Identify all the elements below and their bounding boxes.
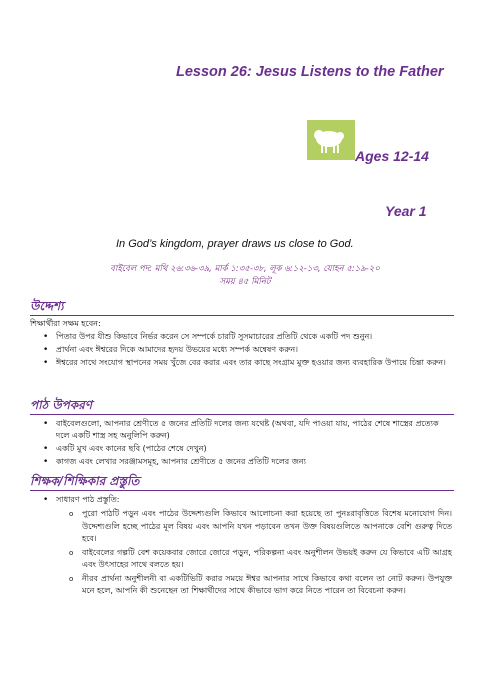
list-item: • পিতার উপর যীশু কিভাবে নির্ভর করেন সে সম্পর্কে চারটি সুসমাচারের প্রতিটি থেকে একটি পদ শুনুন। [30, 331, 454, 343]
list-item: o নীরব প্রার্থনা অনুশীলনী বা একটিভিটি করার সময়ে ঈশ্বর আপনার সাথে কিভাবে কথা বলেন তা নোট করুন। উপযুক্ত মনে হলে, আপনি কী শুনেছেন তা শিক্ষার্থীদের সাথে কীভাবে ভাগ করে নিতে পারেন তা বিবেচনা করুন। [60, 573, 452, 598]
teacher-prep-sublist [60, 508, 452, 599]
objectives-list [30, 331, 454, 370]
materials-list [30, 418, 454, 469]
section-divider [30, 490, 454, 491]
list-item: o বাইবেলের গল্পটি বেশ কয়েকবার জোরে জোরে পড়ুন, পরিকল্পনা এবং অনুশীলন উভয়ই করুন যে কিভাবে এটি আগ্রহ এবং উৎসাহের সাথে বলতে হয়। [60, 547, 452, 572]
scripture-reference [60, 263, 430, 289]
lamb-icon [307, 120, 355, 160]
lesson-title: Lesson 26: Jesus Listens to the Father [176, 64, 444, 80]
list-item: • প্রার্থনা এবং ঈশ্বরের দিকে আমাদের হৃদয় উভয়ের মধ্যে সম্পর্ক অন্বেষণ করুন। [30, 344, 454, 356]
section-divider [30, 315, 454, 316]
lesson-theme: In God’s kingdom, prayer draws us close to God. [116, 238, 354, 250]
year-label: Year 1 [385, 203, 427, 219]
age-range: Ages 12-14 [355, 148, 429, 164]
teacher-prep-heading: শিক্ষক/শিক্ষিকার প্রস্তুতি [30, 474, 140, 488]
section-divider [30, 414, 454, 415]
list-item: o পুরো পাঠটি পড়ুন এবং পাঠের উদ্দেশ্যগুলি কিভাবে আলোচনা করা হয়েছে তা পুনঃরাবৃত্তিতে বিশেষ মনোযোগ দিন। উদ্দেশ্যগুলি হচ্ছে পাঠের মূল বিষয় এবং আপনি যখন পড়াবেন তখন উক্ত বিষয়গুলিতে আপনাকে বেশি গুরুত্ব দিতে হবে। [60, 508, 452, 546]
objectives-heading: উদ্দেশ্য [30, 299, 64, 313]
materials-heading: পাঠ উপকরণ [30, 398, 92, 412]
objectives-intro: শিক্ষার্থীরা সক্ষম হবেন: [30, 319, 101, 328]
list-item: • বাইবেলগুলো, আপনার শ্রেণীতে ৫ জনের প্রতিটি দলের জন্য যথেষ্ট (অথবা, যদি পাওয়া যায়, পাঠের শেষে শাস্ত্রের প্রত্যেক দলে একটি শাস্ত্র সহ অনুলিপি করুন) [30, 418, 454, 442]
teacher-prep-list [30, 494, 454, 507]
list-item: • কাগজ এবং লেখার সরঞ্জামসমূহ, আপনার শ্রেণীতে ৫ জনের প্রতিটি দলের জন্য [30, 456, 454, 468]
list-item: • সাধারণ পাঠ প্রস্তুতি: [30, 494, 454, 506]
lesson-duration: সময় ৪৫ মিনিট [219, 277, 271, 287]
list-item: • একটি মুখ এবং কানের ছবি (পাঠের শেষে দেখুন) [30, 443, 454, 455]
list-item: • ঈশ্বরের সাথে সংযোগ স্থাপনের সময় খুঁজে বের করার এবং তার কাছে সংগ্রাম মুক্ত হওয়ার জন্য ব্যবহারিক উপায়ে চিন্তা করুন। [30, 357, 454, 369]
scripture-verses: বাইবেল পদ: মথি ২৬:৩৬-৩৯, মার্ক ১:৩৫-৩৮, লূক ৬:১২-১৩, যোহন ৫:১৯-২০ [110, 264, 380, 274]
